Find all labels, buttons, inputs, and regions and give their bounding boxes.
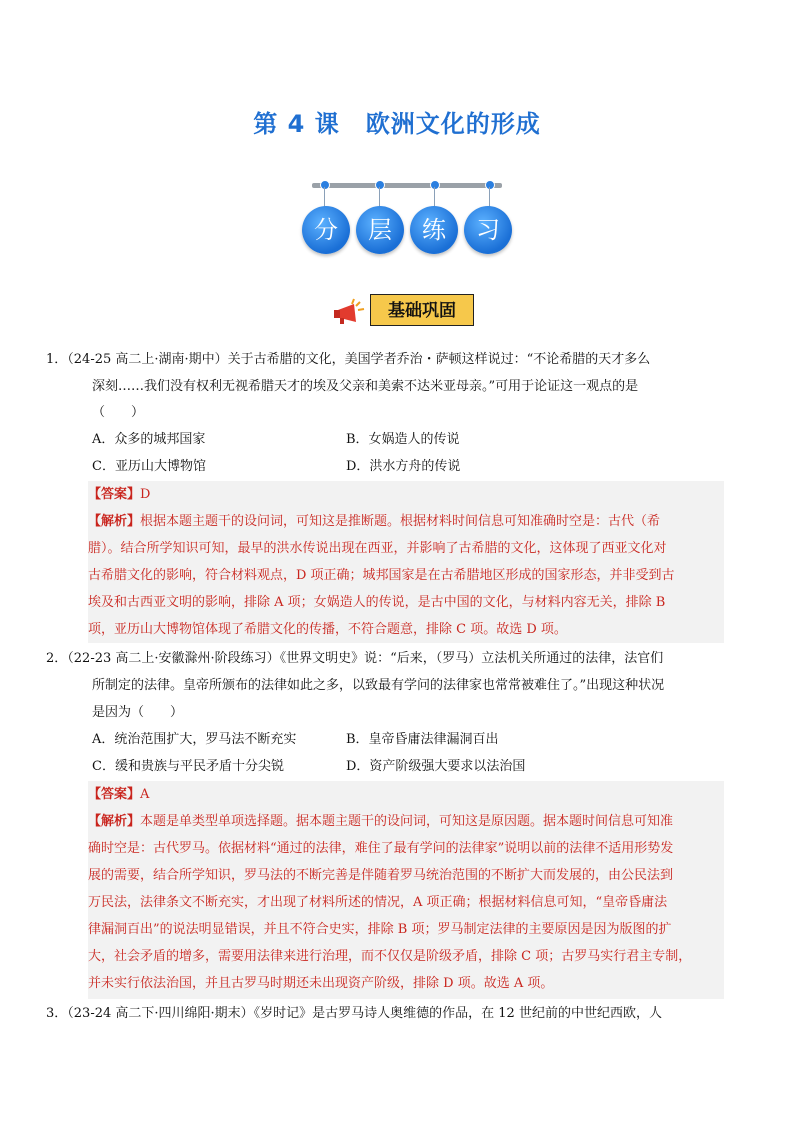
banner-circle: 练 (410, 206, 458, 254)
question-number: 1． (46, 352, 68, 367)
question-number: 3． (46, 1006, 68, 1021)
megaphone-icon (330, 296, 370, 328)
banner-circle: 分 (302, 206, 350, 254)
question-stem-line: （ ） (92, 405, 145, 420)
analysis-line: 古希腊文化的影响，符合材料观点，D 项正确；城邦国家是在古希腊地区形成的国家形态，并非受到古 (88, 568, 675, 583)
analysis-line: 大，社会矛盾的增多，需要用法律来进行治理，而不仅仅是阶级矛盾，排除 C 项；古罗马实行君主专制， (88, 949, 692, 964)
section-badge: 基础巩固 (370, 294, 474, 326)
answer-tag: 【答案】 (88, 487, 141, 502)
answer-value: D (140, 487, 151, 502)
question-3 (46, 1000, 736, 1027)
analysis-line: 并未实行依法治国，并且古罗马时期还未出现资产阶级，排除 D 项。故选 A 项。 (88, 976, 554, 991)
option-b: B．女娲造人的传说 (346, 432, 460, 447)
option-d: D．资产阶级强大要求以法治国 (346, 759, 526, 774)
analysis-line: 项，亚历山大博物馆体现了希腊文化的传播，不符合题意，排除 C 项。故选 D 项。 (88, 622, 567, 637)
question-number: 2． (46, 651, 68, 666)
analysis-line: 确时空是：古代罗马。依据材料“通过的法律，难住了最有学问的法律家”说明以前的法律不适用形势发 (88, 841, 674, 856)
lesson-number: 第 4 课 (253, 110, 340, 138)
question-stem-line: 是因为（ ） (92, 705, 184, 720)
practice-banner (302, 206, 514, 256)
option-a: A．统治范围扩大，罗马法不断充实 (92, 732, 297, 747)
analysis-line: 万民法，法律条文不断充实，才出现了材料所述的情况，A 项正确；根据材料信息可知，“皇帝昏庸法 (88, 895, 668, 910)
analysis-line: 律漏洞百出”的说法明显错误，并且不符合史实，排除 B 项；罗马制定法律的主要原因是因为版图的扩 (88, 922, 672, 937)
question-1 (46, 346, 736, 373)
rail-dot-icon (485, 180, 495, 190)
decorative-rail (312, 183, 502, 188)
analysis-line: 根据本题主题干的设问词，可知这是推断题。根据材料时间信息可知准确时空是：古代（希 (140, 514, 661, 529)
answer-block (88, 781, 724, 999)
question-stem: （24-25 高二上·湖南·期中）关于古希腊的文化，美国学者乔治・萨顿这样说过：“不论希腊的天才多么 (67, 352, 651, 367)
analysis-line: 本题是单类型单项选择题。据本题主题干的设问词，可知这是原因题。据本题时间信息可知准 (140, 814, 674, 829)
rail-dot-icon (430, 180, 440, 190)
banner-circle: 层 (356, 206, 404, 254)
option-b: B．皇帝昏庸法律漏洞百出 (346, 732, 499, 747)
banner-circle: 习 (464, 206, 512, 254)
answer-tag: 【答案】 (88, 787, 141, 802)
option-c: C．亚历山大博物馆 (92, 459, 206, 474)
option-c: C．缓和贵族与平民矛盾十分尖锐 (92, 759, 284, 774)
option-a: A．众多的城邦国家 (92, 432, 206, 447)
answer-block (88, 481, 724, 643)
analysis-line: 腊）。结合所学知识可知，最早的洪水传说出现在西亚，并影响了古希腊的文化，这体现了西亚文化对 (88, 541, 667, 556)
option-d: D．洪水方舟的传说 (346, 459, 461, 474)
question-stem: （22-23 高二上·安徽滁州·阶段练习）《世界文明史》说：“后来，（罗马）立法机关所通过的法律，法官们 (67, 651, 664, 666)
lesson-title: 欧洲文化的形成 (365, 110, 541, 138)
answer-value: A (140, 787, 150, 802)
page-title (0, 104, 794, 139)
rail-dot-icon (375, 180, 385, 190)
question-stem-line: 深刻……我们没有权利无视希腊天才的埃及父亲和美索不达米亚母亲。”可用于论证这一观点的是 (92, 379, 639, 394)
question-stem: （23-24 高二下·四川绵阳·期末）《岁时记》是古罗马诗人奥维德的作品，在 12 世纪前的中世纪西欧，人 (67, 1006, 662, 1021)
question-stem-line: 所制定的法律。皇帝所颁布的法律如此之多，以致最有学问的法律家也常常被难住了。”出现这种状况 (92, 678, 665, 693)
rail-dot-icon (320, 180, 330, 190)
question-2 (46, 645, 736, 672)
analysis-line: 展的需要，结合所学知识，罗马法的不断完善是伴随着罗马统治范围的不断扩大而发展的，由公民法到 (88, 868, 674, 883)
analysis-tag: 【解析】 (88, 514, 141, 529)
analysis-line: 埃及和古西亚文明的影响，排除 A 项；女娲造人的传说，是古中国的文化，与材料内容无关，排除 B (88, 595, 666, 610)
analysis-tag: 【解析】 (88, 814, 141, 829)
